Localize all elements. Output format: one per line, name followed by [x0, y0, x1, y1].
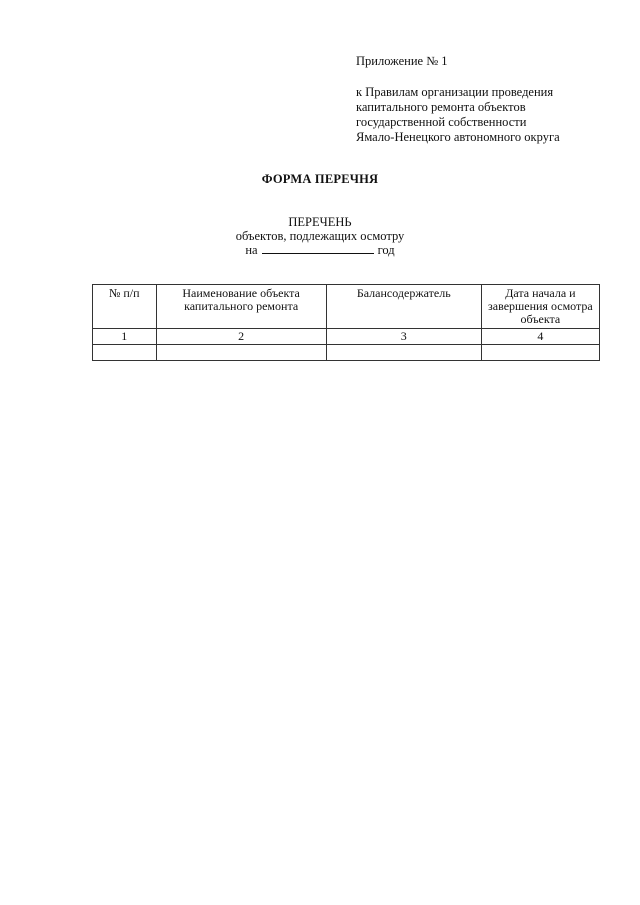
table-header-row	[93, 285, 600, 329]
table-row	[93, 329, 600, 345]
column-number-cell: 4	[481, 329, 599, 345]
appendix-line: капитального ремонта объектов	[356, 100, 526, 114]
list-title-main: ПЕРЕЧЕНЬ	[288, 215, 352, 229]
column-number-cell: 3	[326, 329, 481, 345]
date-blank-field	[262, 243, 374, 254]
header-object-name: Наименование объекта капитального ремонта	[156, 285, 326, 329]
appendix-line: государственной собственности	[356, 115, 527, 129]
empty-cell	[156, 345, 326, 361]
form-heading: ФОРМА ПЕРЕЧНЯ	[261, 172, 379, 186]
column-number-cell: 2	[156, 329, 326, 345]
list-title	[0, 215, 640, 257]
appendix-title: Приложение № 1	[356, 54, 448, 68]
header-number: № п/п	[93, 285, 157, 329]
empty-cell	[93, 345, 157, 361]
list-title-subtitle: объектов, подлежащих осмотру	[235, 229, 405, 243]
list-date-line	[0, 243, 640, 257]
date-prefix: на	[245, 243, 258, 257]
appendix-note	[356, 54, 560, 145]
header-inspection-dates: Дата начала и завершения осмотра объекта	[481, 285, 599, 329]
header-balance-holder: Балансодержатель	[326, 285, 481, 329]
empty-cell	[326, 345, 481, 361]
date-suffix: год	[377, 243, 395, 257]
appendix-line: Ямало-Ненецкого автономного округа	[356, 130, 560, 144]
column-number-cell: 1	[93, 329, 157, 345]
appendix-line: к Правилам организации проведения	[356, 85, 554, 99]
objects-table	[92, 284, 600, 361]
empty-cell	[481, 345, 599, 361]
table-row	[93, 345, 600, 361]
